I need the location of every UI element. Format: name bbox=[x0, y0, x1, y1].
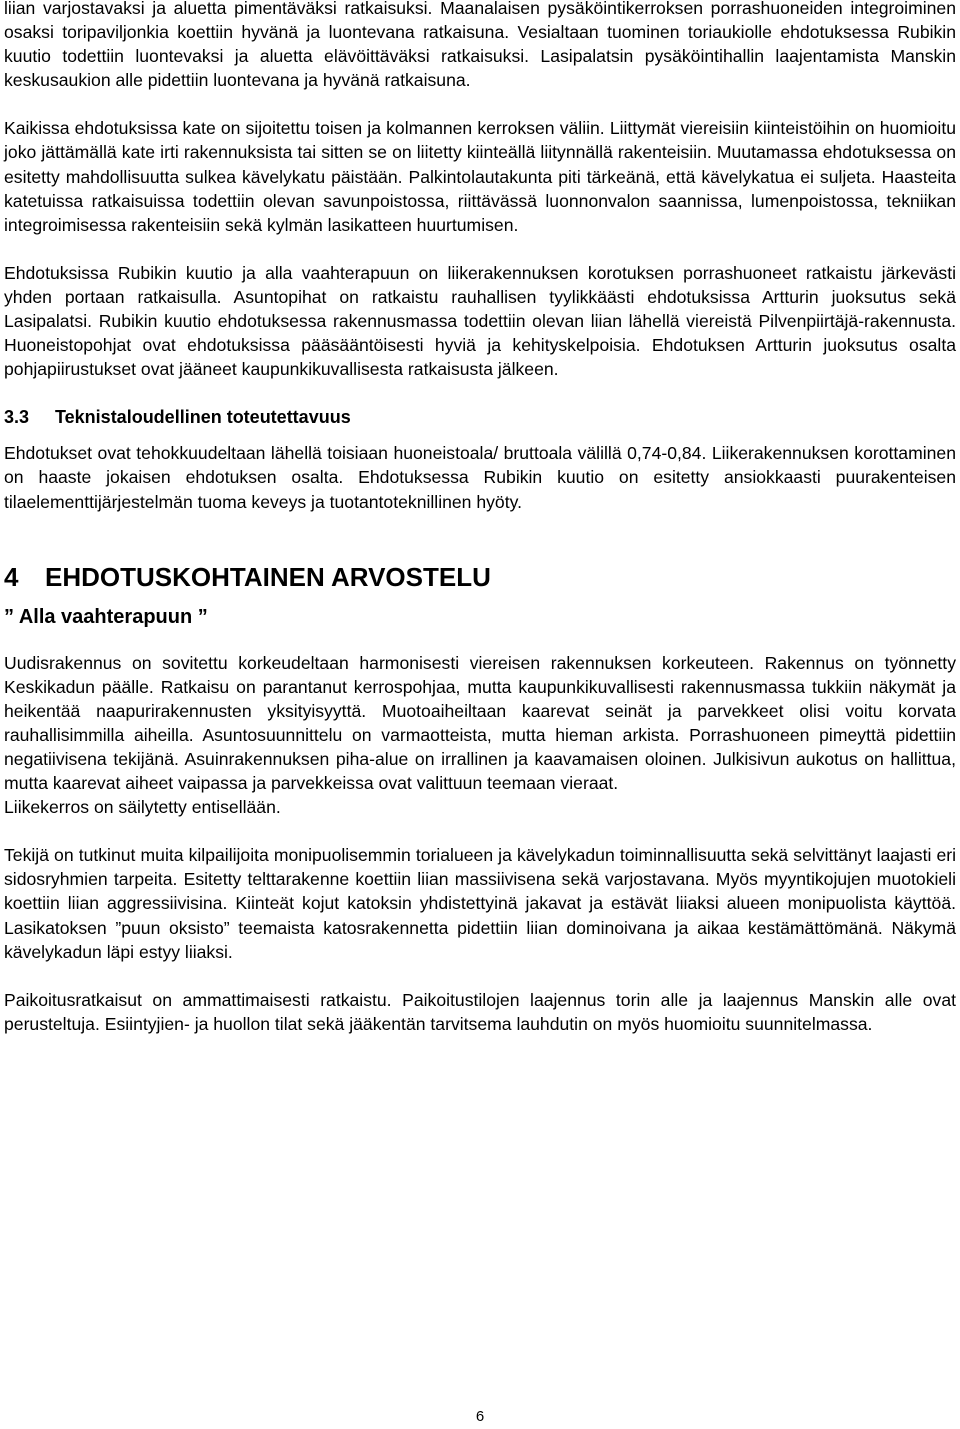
chapter-title: EHDOTUSKOHTAINEN ARVOSTELU bbox=[45, 561, 491, 592]
page-number: 6 bbox=[475, 1408, 485, 1425]
body-paragraph: Paikoitusratkaisut on ammattimaisesti ratkaistu. Paikoitustilojen laajennus torin alle ja laajennus Manskin alle ovat perusteltuja. Esiintyjien- ja huollon tilat sekä jääkentän tarvitsema lauhdutin on myös huomioitu suunnitelmassa. bbox=[4, 989, 956, 1034]
body-paragraph: Ehdotukset ovat tehokkuudeltaan lähellä toisiaan huoneistoala/ bruttoala välillä 0,74-0,84. Liikerakennuksen korottaminen on haaste jokaisen ehdotuksen osalta. Ehdotuksessa Rubikin kuutio on esitetty ansiokkaasti puurakenteisen tilaelementtijärjestelmän tuoma keveys ja tuotantoteknillinen hyöty. bbox=[4, 443, 956, 512]
section-title: Teknistaloudellinen toteutettavuus bbox=[55, 407, 351, 428]
chapter-heading bbox=[4, 562, 956, 592]
body-paragraph: Tekijä on tutkinut muita kilpailijoita monipuolisemmin torialueen ja kävelykadun toiminnallisuutta sekä selvittänyt laajasti eri sidosryhmien tarpeita. Esitetty telttarakenne koettiin liian massiivisena sekä varjostavana. Myös myyntikojujen muotokieli koettiin liian aggressiivisina. Kiinteät kojut katoksin yhdistettyinä jakavat ja estävät liiaksi alueen monipuolista käyttöä. Lasikatoksen ”puun oksisto” teemaista katosrakennetta pidettiin liian dominoivana ja aikaa kestämättömänä. Näkymä kävelykadun läpi estyy liiaksi. bbox=[4, 845, 956, 962]
body-paragraph: Liikekerros on säilytetty entisellään. bbox=[4, 797, 281, 818]
body-paragraph: Ehdotuksissa Rubikin kuutio ja alla vaahterapuun on liikerakennuksen korotuksen porrashuoneet ratkaistu järkevästi yhden portaan ratkaisulla. Asuntopihat on ratkaistu rauhallisen tyylikkäästi ehdotuksissa Artturin juoksutus sekä Lasipalatsi. Rubikin kuutio ehdotuksessa rakennusmassa todettiin olevan liian lähellä viereistä Pilvenpiirtäjä-rakennusta. Huoneistopohjat ovat ehdotuksissa pääsääntöisesti hyviä ja kehityskelpoisia. Ehdotuksen Artturin juoksutus osalta pohjapiirustukset ovat jääneet kaupunkikuvallisesta ratkaisusta jälkeen. bbox=[4, 262, 956, 380]
section-number: 3.3 bbox=[4, 407, 30, 428]
body-paragraph: Kaikissa ehdotuksissa kate on sijoitettu toisen ja kolmannen kerroksen väliin. Liittymät viereisiin kiinteistöihin on huomioitu joko jättämällä kate irti rakennuksista tai sitten se on liitetty kiinteällä liitynnällä rakenteisiin. Muutamassa ehdotuksessa on esitetty mahdollisuutta sulkea kävelykatu päistään. Palkintolautakunta piti tärkeänä, että kävelykatua ei suljeta. Haasteita katetuissa ratkaisuissa todettiin olevan savunpoistossa, riittävässä luonnonvalon saannissa, lumenpoistossa, tekniikan integroimisessa rakenteisiin sekä kylmän lasikatteen huurtumisen. bbox=[4, 118, 956, 235]
entry-title: ” Alla vaahterapuun ” bbox=[4, 605, 208, 628]
document-page bbox=[4, 0, 956, 1036]
body-paragraph: liian varjostavaksi ja aluetta pimentäväksi ratkaisuksi. Maanalaisen pysäköintikerroksen porrashuoneiden integroiminen osaksi toripaviljonkia koettiin hyvänä ja luontevana ratkaisuna. Vesialtaan tuominen toriaukiolle ehdotuksessa Rubikin kuutio todettiin luontevaksi ja aluetta elävöittäväksi ratkaisuksi. Lasipalatsin pysäköintihallin laajentamista Manskin keskusaukion alle pidettiin luontevana ja hyvänä ratkaisuna. bbox=[4, 0, 956, 91]
body-paragraph: Uudisrakennus on sovitettu korkeudeltaan harmonisesti viereisen rakennuksen korkeuteen. Rakennus on työnnetty Keskikadun päälle. Ratkaisu on parantanut kerrospohjaa, mutta kaupunkikuvallisesti rakennusmassa tukkiin näkymät ja heikentää naapurirakennusten yksityisyyttä. Muotoaiheiltaan kaarevat seinät ja parvekkeet olisi voitu korvata rauhallisimmilla aiheilla. Asuntosuunnittelu on varmaotteista, mutta hieman arkista. Porrashuoneen pimeyttä pidettiin negatiivisena tekijänä. Asuinrakennuksen piha-alue on irrallinen ja kaavamaisen oloinen. Julkisivun aukotus on hallittua, mutta kaarevat aiheet vaipassa ja parvekkeissa ovat valittuun teemaan vieraat. bbox=[4, 652, 956, 794]
section-heading bbox=[4, 405, 956, 429]
chapter-number: 4 bbox=[4, 561, 19, 592]
